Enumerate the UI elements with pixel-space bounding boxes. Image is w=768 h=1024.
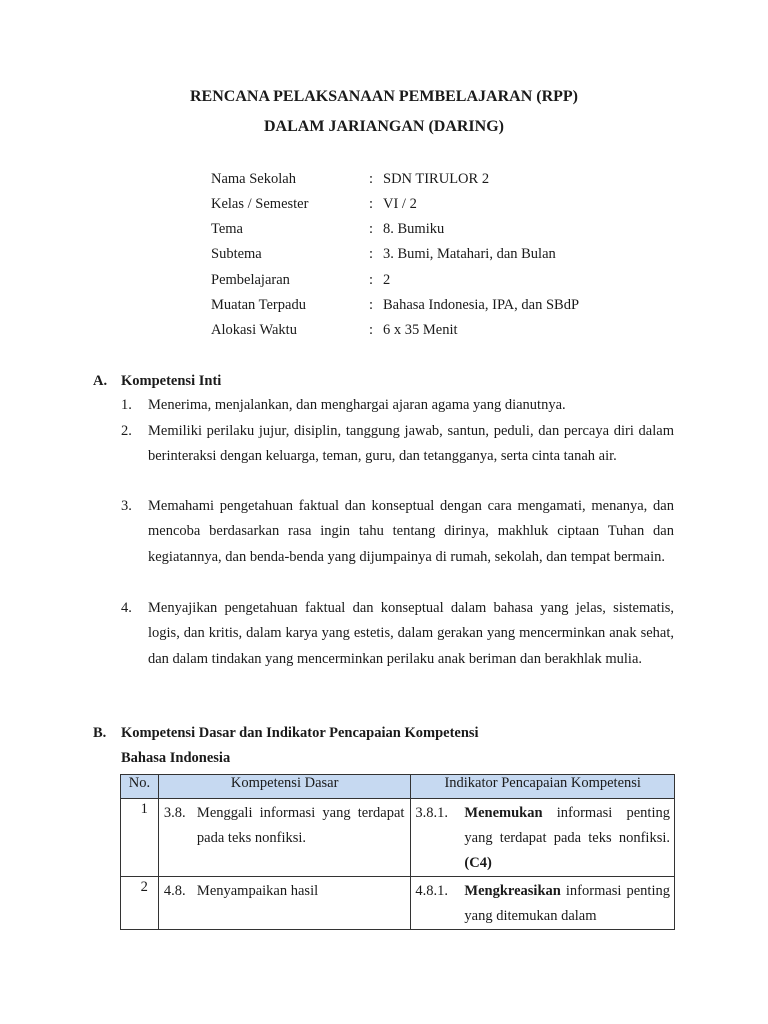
column-header-kd: Kompetensi Dasar <box>158 775 411 799</box>
competency-code: 4.8. <box>163 883 186 899</box>
info-value: Bahasa Indonesia, IPA, dan SBdP <box>383 297 580 313</box>
subject-heading: Bahasa Indonesia <box>121 750 231 766</box>
competency-text: Menyampaikan hasil <box>196 883 319 899</box>
indicator-description: informasi penting yang ditemukan dalam <box>464 883 670 924</box>
indicator-verb: Menemukan <box>464 805 543 821</box>
indicator-code: 4.8.1. <box>415 883 449 899</box>
list-item-number: 3. <box>121 498 132 514</box>
info-colon: : <box>369 322 374 338</box>
competency-table <box>120 774 675 930</box>
info-label: Nama Sekolah <box>211 171 296 187</box>
info-label: Muatan Terpadu <box>211 297 306 313</box>
column-header-indicator: Indikator Pencapaian Kompetensi <box>411 775 675 799</box>
info-value: 8. Bumiku <box>383 221 445 237</box>
info-colon: : <box>369 246 374 262</box>
indicator-code: 3.8.1. <box>415 805 449 821</box>
indicator-cell <box>411 799 675 877</box>
list-item-text: Menerima, menjalankan, dan menghargai ajaran agama yang dianutnya. <box>148 397 566 413</box>
list-item-number: 4. <box>121 600 132 616</box>
list-item-text: Memahami pengetahuan faktual dan konseptual dengan cara mengamati, menanya, dan mencoba berdasarkan rasa ingin tahu tentang dirinya, makhluk ciptaan Tuhan dan kegiatannya, dan benda-benda yang dijumpainya di rumah, sekolah, dan tempat bermain. <box>148 498 674 565</box>
table-header-row <box>121 775 675 799</box>
info-colon: : <box>369 272 374 288</box>
section-b-title: Kompetensi Dasar dan Indikator Pencapaian Kompetensi <box>121 725 479 741</box>
cognitive-level: (C4) <box>464 855 492 871</box>
info-value: 2 <box>383 272 391 288</box>
info-value: 6 x 35 Menit <box>383 322 458 338</box>
indicator-verb: Mengkreasikan <box>464 883 561 899</box>
document-title-line-2: DALAM JARIANGAN (DARING) <box>264 118 504 135</box>
info-colon: : <box>369 196 374 212</box>
info-value: SDN TIRULOR 2 <box>383 171 490 187</box>
indicator-text <box>464 801 670 876</box>
info-label: Tema <box>211 221 243 237</box>
list-item-text: Menyajikan pengetahuan faktual dan konseptual dalam bahasa yang jelas, sistematis, logis, dan kritis, dalam karya yang estetis, dalam gerakan yang mencerminkan anak sehat, dan dalam tindakan yang mencerminkan perilaku anak beriman dan berakhlak mulia. <box>148 600 674 667</box>
column-header-no: No. <box>121 775 159 799</box>
document-title-line-1: RENCANA PELAKSANAAN PEMBELAJARAN (RPP) <box>190 88 578 105</box>
info-colon: : <box>369 221 374 237</box>
competency-cell <box>158 877 411 930</box>
info-label: Alokasi Waktu <box>211 322 297 338</box>
row-number: 2 <box>121 877 159 930</box>
info-colon: : <box>369 171 374 187</box>
info-label: Subtema <box>211 246 262 262</box>
info-label: Pembelajaran <box>211 272 290 288</box>
indicator-cell <box>411 877 675 930</box>
table-row <box>121 799 675 877</box>
info-value: 3. Bumi, Matahari, dan Bulan <box>383 246 556 262</box>
list-item-number: 1. <box>121 397 132 413</box>
competency-code: 3.8. <box>163 805 186 821</box>
section-a-letter: A. <box>93 373 108 389</box>
competency-text: Menggali informasi yang terdapat pada teks nonfiksi. <box>196 805 405 846</box>
info-colon: : <box>369 297 374 313</box>
section-b-letter: B. <box>93 725 107 741</box>
list-item-text: Memiliki perilaku jujur, disiplin, tanggung jawab, santun, peduli, dan percaya diri dalam berinteraksi dengan keluarga, teman, guru, dan tetangganya, serta cinta tanah air. <box>148 423 674 465</box>
indicator-description: informasi penting yang terdapat pada teks nonfiksi. <box>464 805 670 846</box>
table-row <box>121 877 675 930</box>
list-item-number: 2. <box>121 423 132 439</box>
section-a-title: Kompetensi Inti <box>121 373 222 389</box>
info-value: VI / 2 <box>383 196 417 212</box>
competency-cell <box>158 799 411 877</box>
row-number: 1 <box>121 799 159 877</box>
info-label: Kelas / Semester <box>211 196 309 212</box>
indicator-text <box>464 879 670 929</box>
